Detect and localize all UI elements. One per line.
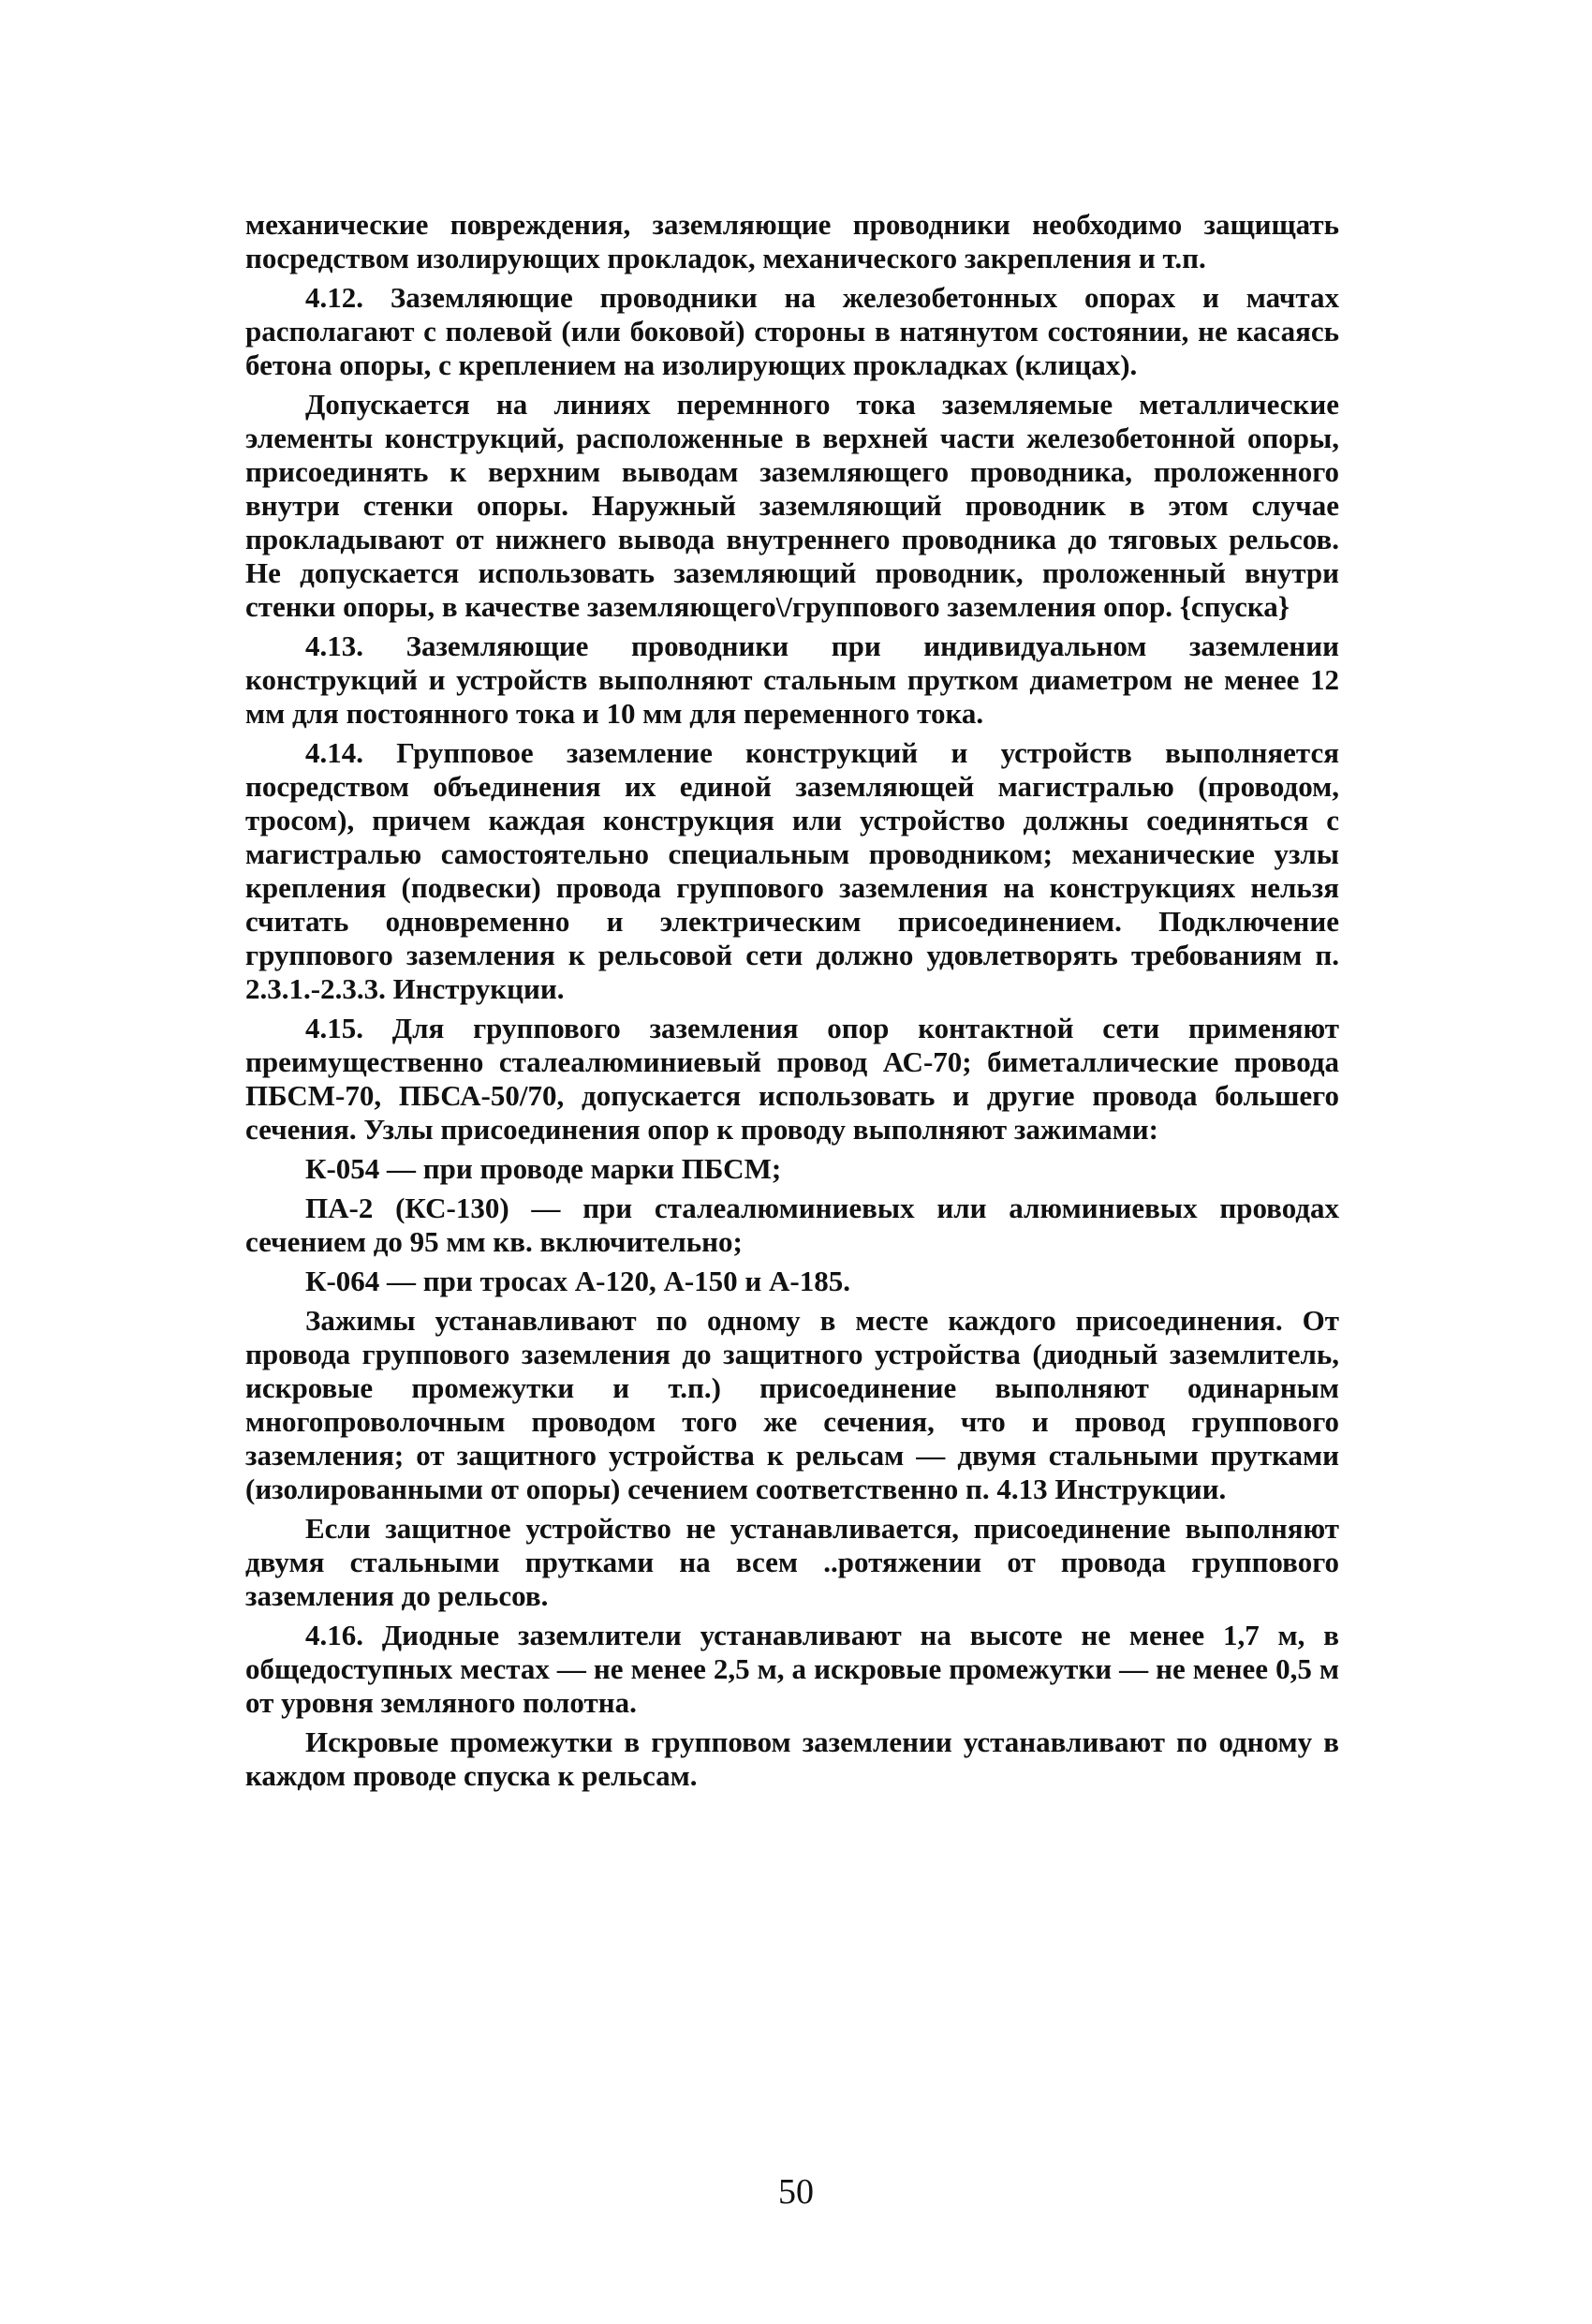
paragraph-ac-elements: Допускается на линиях перемнного тока заземляемые металлические элементы конструкций, расположенные в верхней части железобетонной опоры, присоединять к верхним выводам заземляющего проводника, проложенного внутри стенки опоры. Наружный заземляющий проводник в этом случае прокладывают от нижнего вывода внутреннего проводника до тяговых рельсов. Не допускается использовать заземляющий проводник, проложенный внутри стенки опоры, в качестве заземляющего\/группового заземления опор. {спуска} [245,388,1339,623]
paragraph-k054: К-054 — при проводе марки ПБСМ; [305,1152,782,1185]
paragraph-k064: К-064 — при тросах А-120, А-150 и А-185. [305,1265,850,1297]
paragraph-spark-gaps: Искровые промежутки в групповом заземлении устанавливают по одному в каждом проводе спуска к рельсам. [245,1725,1339,1792]
paragraph-continuation: механические повреждения, заземляющие проводники необходимо защищать посредством изолирующих прокладок, механического закрепления и т.п. [245,208,1339,274]
paragraph-4-13: 4.13. Заземляющие проводники при индивидуальном заземлении конструкций и устройств выполняют стальным прутком диаметром не менее 12 мм для постоянного тока и 10 мм для переменного тока. [245,629,1339,730]
paragraph-clamps: Зажимы устанавливают по одному в месте каждого присоединения. От провода группового заземления до защитного устройства (диодный заземлитель, искровые промежутки и т.п.) присоединение выполняют одинарным многопроволочным проводом того же сечения, что и провод группового заземления; от защитного устройства к рельсам — двумя стальными прутками (изолированными от опоры) сечением соответственно п. 4.13 Инструкции. [245,1304,1339,1505]
paragraph-no-protective-device: Если защитное устройство не устанавливается, присоединение выполняют двумя стальными прутками на всем ..ротяжении от провода группового заземления до рельсов. [245,1512,1339,1612]
paragraph-pa2: ПА-2 (КС-130) — при сталеалюминиевых или алюминиевых проводах сечением до 95 мм кв. включительно; [245,1192,1339,1258]
paragraph-4-14: 4.14. Групповое заземление конструкций и устройств выполняется посредством объединения их единой заземляющей магистралью (проводом, тросом), причем каждая конструкция или устройство должны соединяться с магистралью самостоятельно специальным проводником; механические узлы крепления (подвески) провода группового заземления на конструкциях нельзя считать одновременно и электрическим присоединением. Подключение группового заземления к рельсовой сети должно удовлетворять требованиям п. 2.3.1.-2.3.3. Инструкции. [245,736,1339,1005]
paragraph-4-16: 4.16. Диодные заземлители устанавливают на высоте не менее 1,7 м, в общедоступных местах — не менее 2,5 м, а искровые промежутки — не менее 0,5 м от уровня земляного полотна. [245,1619,1339,1719]
page-number: 50 [778,2172,814,2212]
paragraph-4-12: 4.12. Заземляющие проводники на железобетонных опорах и мачтах располагают с полевой (или боковой) стороны в натянутом состоянии, не касаясь бетона опоры, с креплением на изолирующих прокладках (клицах). [245,281,1339,381]
body-text [245,208,1339,1799]
paragraph-4-15: 4.15. Для группового заземления опор контактной сети применяют преимущественно сталеалюминиевый провод АС-70; биметаллические провода ПБСМ-70, ПБСА-50/70, допускается использовать и другие провода большего сечения. Узлы присоединения опор к проводу выполняют зажимами: [245,1012,1339,1146]
